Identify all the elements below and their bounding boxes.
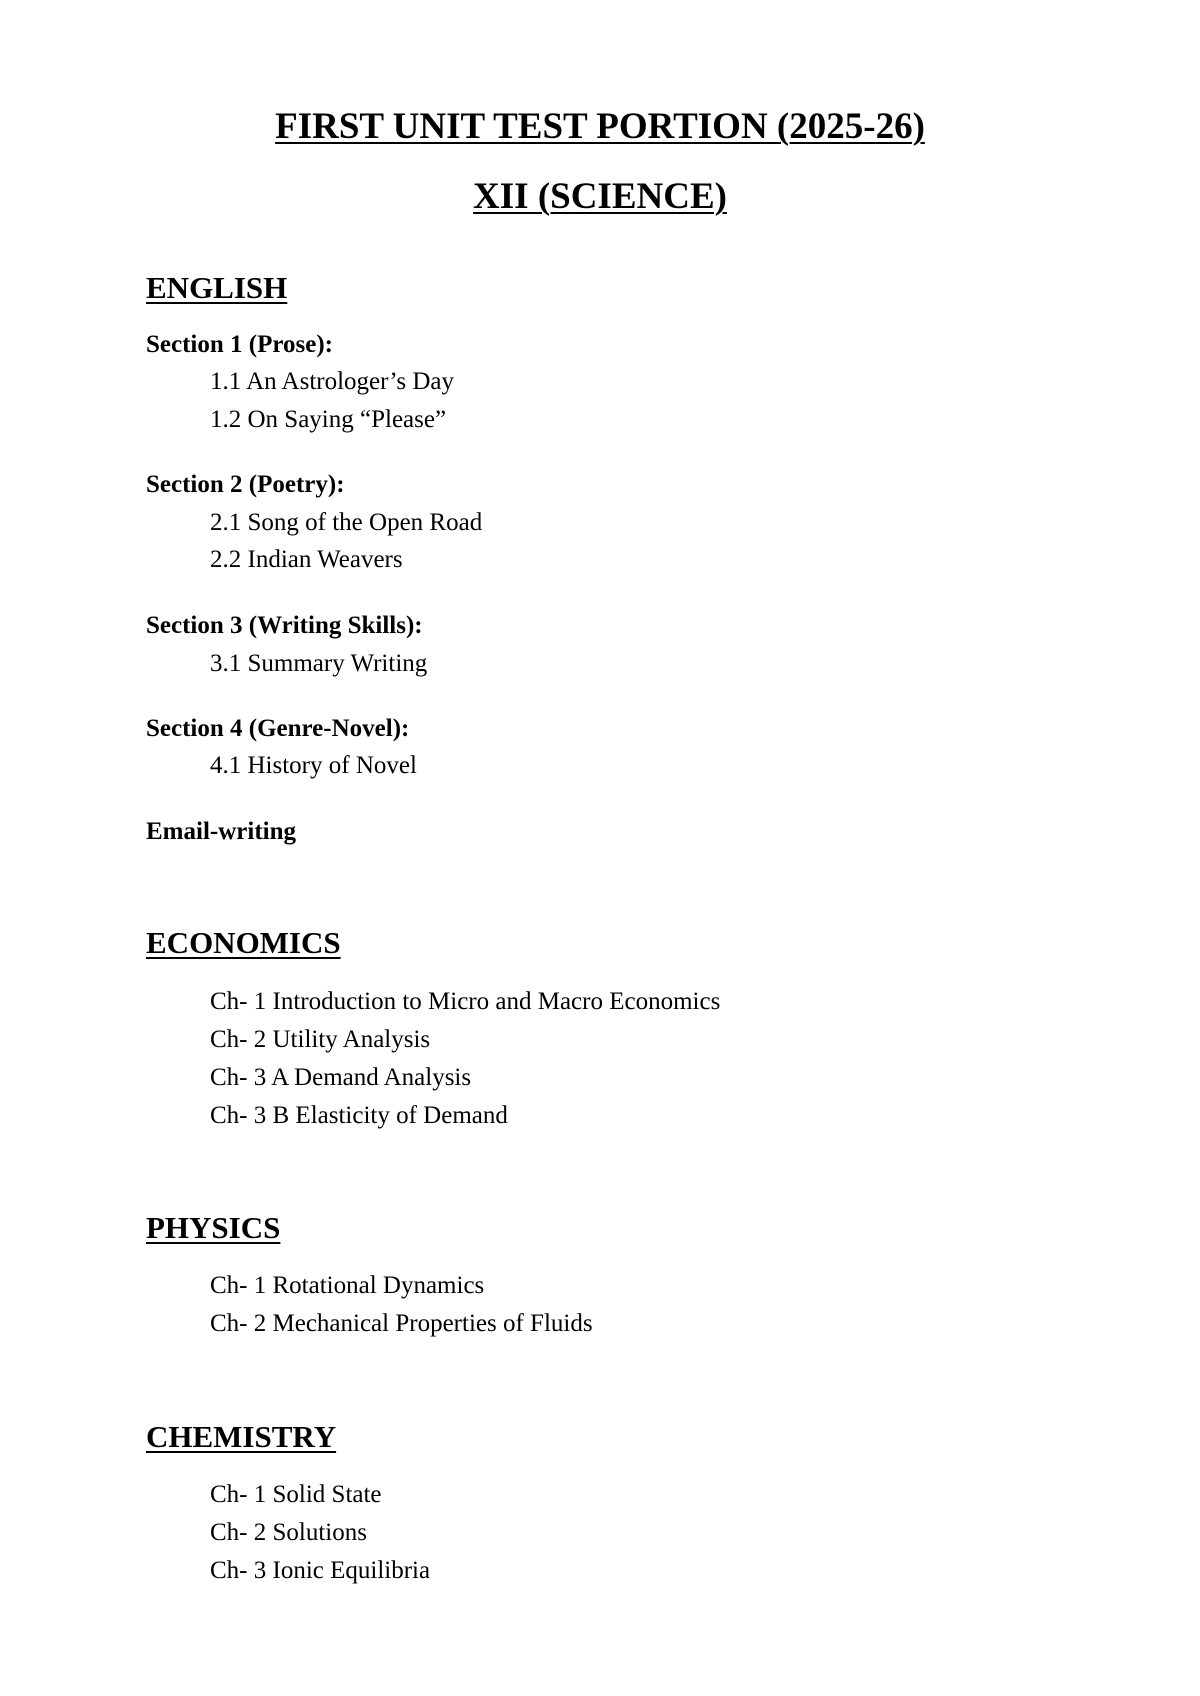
- subject-heading-economics: ECONOMICS: [146, 925, 341, 960]
- subject-heading-physics: PHYSICS: [146, 1210, 281, 1245]
- list-item: Ch- 2 Utility Analysis: [210, 1026, 431, 1053]
- list-item: Ch- 1 Rotational Dynamics: [210, 1272, 485, 1299]
- list-item: Ch- 2 Mechanical Properties of Fluids: [210, 1310, 593, 1337]
- section-title: Section 1 (Prose):: [146, 331, 333, 358]
- list-item: Ch- 1 Solid State: [210, 1481, 382, 1508]
- list-item: Ch- 1 Introduction to Micro and Macro Economics: [210, 988, 721, 1015]
- list-item: Ch- 3 A Demand Analysis: [210, 1064, 472, 1091]
- subject-heading-chemistry: CHEMISTRY: [146, 1419, 337, 1454]
- section-title: Email-writing: [146, 818, 296, 845]
- list-item: 1.1 An Astrologer’s Day: [210, 368, 454, 395]
- list-item: Ch- 3 Ionic Equilibria: [210, 1557, 431, 1584]
- list-item: 2.1 Song of the Open Road: [210, 509, 483, 536]
- page-title: FIRST UNIT TEST PORTION (2025-26): [275, 106, 925, 147]
- list-item: Ch- 3 B Elasticity of Demand: [210, 1102, 508, 1129]
- list-item: 4.1 History of Novel: [210, 752, 417, 779]
- list-item: 3.1 Summary Writing: [210, 650, 428, 677]
- list-item: Ch- 2 Solutions: [210, 1519, 367, 1546]
- section-title: Section 3 (Writing Skills):: [146, 612, 423, 639]
- section-title: Section 4 (Genre-Novel):: [146, 715, 410, 742]
- subject-heading-english: ENGLISH: [146, 270, 288, 305]
- list-item: 2.2 Indian Weavers: [210, 546, 403, 573]
- class-title: XII (SCIENCE): [473, 176, 727, 217]
- list-item: 1.2 On Saying “Please”: [210, 406, 447, 433]
- section-title: Section 2 (Poetry):: [146, 471, 345, 498]
